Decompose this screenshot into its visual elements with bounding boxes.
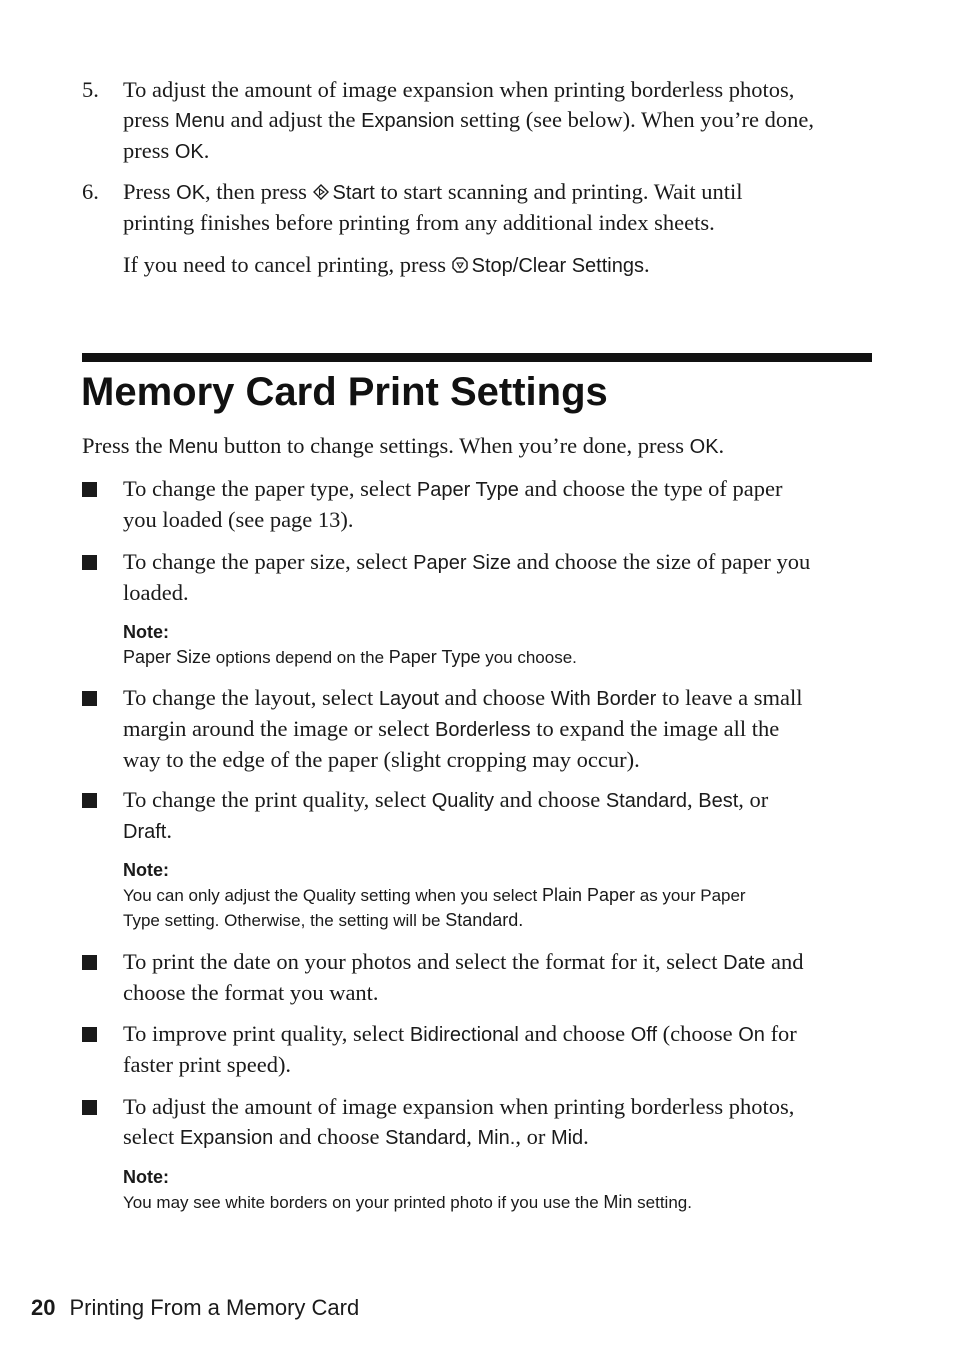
bullet-paper-size: To change the paper size, select Paper Size and choose the size of paper you loaded.: [123, 549, 811, 605]
standard-key: Standard: [605, 790, 688, 812]
on-key: On: [738, 1024, 765, 1046]
page-number: 20: [31, 1295, 56, 1320]
bidirectional-key: Bidirectional: [409, 1024, 519, 1046]
ok-key: OK: [174, 141, 204, 163]
note-paper-size: Note: Paper Size options depend on the Paper Type you choose.: [123, 620, 873, 670]
ok-key: OK: [689, 436, 719, 458]
footer-title: Printing From a Memory Card: [69, 1295, 360, 1320]
intro-text: Press the Menu button to change settings. When you’re done, press OK.: [82, 433, 725, 458]
bullet-marker: [82, 1100, 97, 1115]
step-number: 5.: [82, 77, 99, 102]
layout-key: Layout: [378, 688, 439, 710]
bullet-expansion: To adjust the amount of image expansion when printing borderless photos, select Expansion and choose Standard, Min., or Mid.: [123, 1094, 795, 1149]
note-quality: Note: You can only adjust the Quality setting when you select Plain Paper as your Paper Type setting. Otherwise, the setting will be Standard.: [123, 858, 873, 933]
section-rule: [82, 353, 872, 362]
date-key: Date: [723, 952, 766, 974]
bullet-marker: [82, 482, 97, 497]
start-diamond-icon: [313, 184, 329, 200]
stop-clear-key: Stop/Clear Settings: [471, 255, 644, 277]
with-border-key: With Border: [550, 688, 657, 710]
page-footer: [31, 1295, 359, 1321]
note-min: Note: You may see white borders on your printed photo if you use the Min setting.: [123, 1165, 873, 1215]
bullet-marker: [82, 691, 97, 706]
paper-size-key: Paper Size: [413, 552, 512, 574]
standard-key: Standard: [385, 1127, 467, 1149]
bullet-quality: To change the print quality, select Quality and choose Standard, Best, or Draft.: [123, 787, 769, 843]
note-label: Note:: [123, 860, 169, 880]
best-key: Best: [698, 790, 739, 812]
bullet-layout: To change the layout, select Layout and choose With Border to leave a small margin around the image or select Borderless to expand the image all the way to the edge of the paper (slight cropping may occur).: [123, 685, 803, 772]
bullet-marker: [82, 955, 97, 970]
bullet-date: To print the date on your photos and select the format for it, select Date and choose the format you want.: [123, 949, 804, 1005]
cancel-text: If you need to cancel printing, press Stop/Clear Settings.: [123, 252, 650, 277]
bullet-marker: [82, 1027, 97, 1042]
step-number: 6.: [82, 179, 99, 204]
min-key: Min.: [477, 1127, 516, 1149]
start-key: Start: [332, 182, 375, 204]
ok-key: OK: [176, 182, 206, 204]
off-key: Off: [630, 1024, 658, 1046]
note-label: Note:: [123, 1167, 169, 1187]
menu-key: Menu: [174, 110, 225, 132]
menu-key: Menu: [168, 436, 219, 458]
bullet-bidirectional: To improve print quality, select Bidirectional and choose Off (choose On for faster print speed).: [123, 1021, 797, 1077]
section-heading: Memory Card Print Settings: [81, 370, 608, 414]
expansion-key: Expansion: [361, 110, 455, 132]
step-6-text: Press OK, then press Start to start scanning and printing. Wait until printing finishes before printing from any additional index sheets.: [123, 179, 743, 235]
bullet-marker: [82, 555, 97, 570]
step-5-text: To adjust the amount of image expansion when printing borderless photos, press Menu and adjust the Expansion setting (see below). When you’re done, press OK.: [123, 77, 815, 163]
bullet-paper-type: To change the paper type, select Paper Type and choose the type of paper you loaded (see page 13).: [123, 476, 783, 532]
borderless-key: Borderless: [434, 719, 531, 741]
mid-key: Mid: [550, 1127, 584, 1149]
expansion-key: Expansion: [179, 1127, 274, 1149]
paper-type-key: Paper Type: [416, 479, 519, 501]
quality-key: Quality: [431, 790, 494, 812]
bullet-marker: [82, 793, 97, 808]
note-label: Note:: [123, 622, 169, 642]
draft-key: Draft: [123, 821, 167, 843]
stop-octagon-icon: [452, 257, 468, 273]
